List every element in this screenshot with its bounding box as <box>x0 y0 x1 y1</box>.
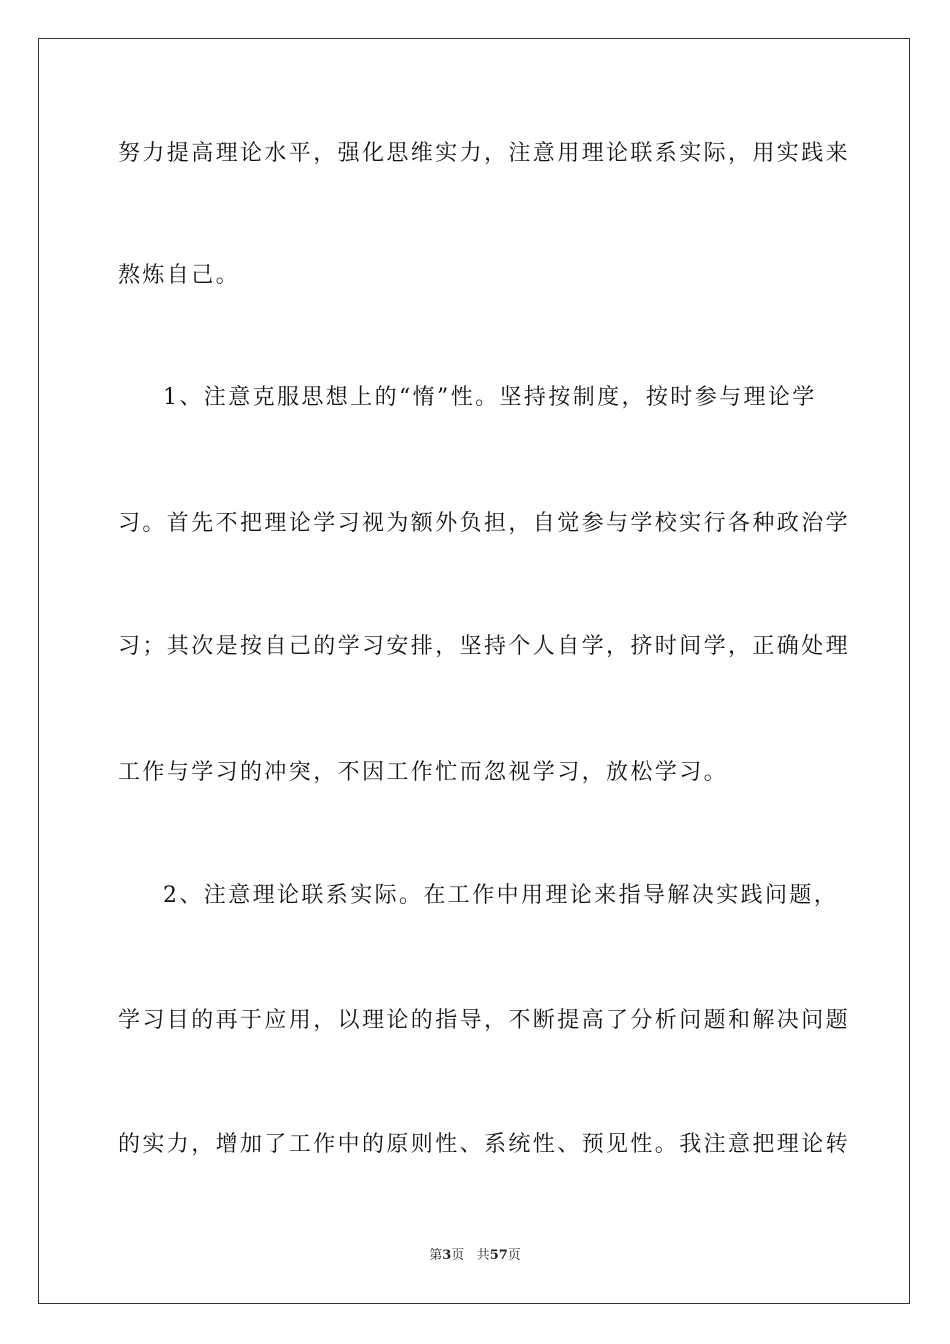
body-line-5: 习；其次是按自己的学习安排，坚持个人自学，挤时间学，正确处理 <box>118 634 851 659</box>
body-line-4: 习。首先不把理论学习视为额外负担，自觉参与学校实行各种政治学 <box>118 511 851 536</box>
page-suffix: 页 <box>451 1248 465 1263</box>
total-prefix: 共 <box>476 1248 490 1263</box>
body-line-6: 工作与学习的冲突，不因工作忙而忽视学习，放松学习。 <box>118 760 729 785</box>
page-number: 3 <box>442 1248 452 1263</box>
body-line-1: 努力提高理论水平，强化思维实力，注意用理论联系实际，用实践来 <box>118 141 851 166</box>
body-line-3: 1、注意克服思想上的“惰”性。坚持按制度，按时参与理论学 <box>163 385 817 410</box>
page-prefix: 第 <box>429 1248 443 1263</box>
body-line-9: 的实力，增加了工作中的原则性、系统性、预见性。我注意把理论转 <box>118 1132 851 1157</box>
total-suffix: 页 <box>507 1248 521 1263</box>
body-line-2: 熬炼自己。 <box>118 263 241 288</box>
page-border <box>38 38 910 1304</box>
body-line-8: 学习目的再于应用，以理论的指导，不断提高了分析问题和解决问题 <box>118 1008 851 1033</box>
page-footer <box>0 1247 950 1265</box>
total-pages: 57 <box>489 1248 508 1263</box>
body-line-7: 2、注意理论联系实际。在工作中用理论来指导解决实践问题， <box>163 883 839 908</box>
